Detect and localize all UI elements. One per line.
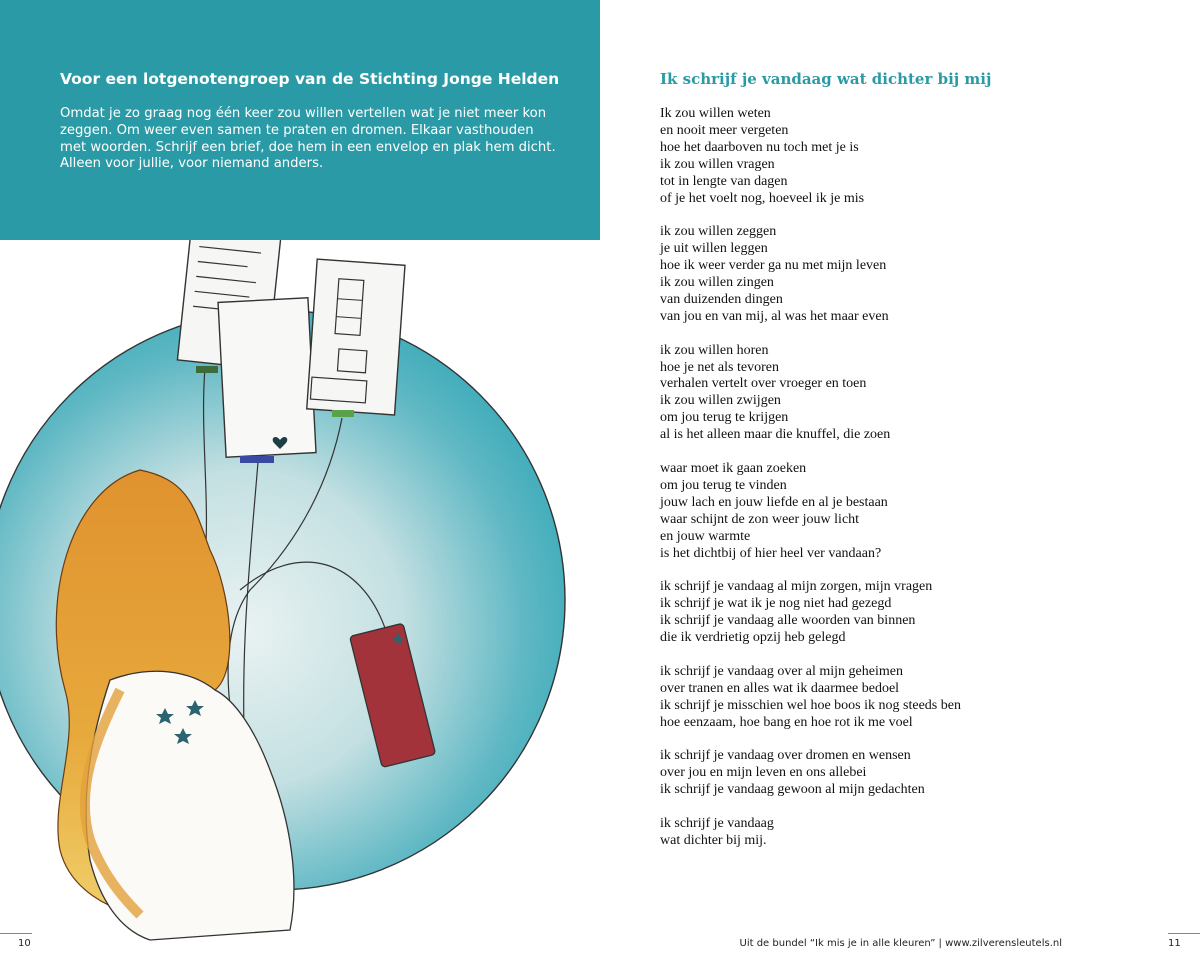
poem-line: ik zou willen zeggen	[660, 224, 777, 240]
poem-line: ik schrijf je vandaag over dromen en wensen	[660, 748, 911, 764]
poem-line: jouw lach en jouw liefde en al je bestaan	[660, 494, 888, 510]
footer-line-left	[0, 933, 32, 934]
poem-line: je uit willen leggen	[660, 241, 768, 257]
poem-line: wat dichter bij mij.	[660, 832, 767, 848]
poem-line: of je het voelt nog, hoeveel ik je mis	[660, 190, 865, 206]
poem-stanza	[660, 343, 1180, 444]
poem-stanza	[660, 224, 1180, 325]
poem-line: ik schrijf je vandaag al mijn zorgen, mijn vragen	[660, 579, 933, 595]
poem-line: verhalen vertelt over vroeger en toen	[660, 376, 867, 392]
intro-title: Voor een lotgenotengroep van de Stichting Jonge Helden	[60, 70, 560, 88]
poem-line: van duizenden dingen	[660, 291, 783, 307]
poem-line: ik schrijf je vandaag over al mijn geheimen	[660, 663, 903, 679]
poem-stanza	[660, 748, 1180, 799]
poem-line: die ik verdrietig opzij heb gelegd	[660, 630, 846, 646]
poem-line: ik schrijf je wat ik je nog niet had gezegd	[660, 596, 892, 612]
poem-line: om jou terug te vinden	[660, 477, 787, 493]
poem-line: ik schrijf je vandaag	[660, 815, 774, 831]
poem-line: en nooit meer vergeten	[660, 122, 789, 138]
poem-line: over jou en mijn leven en ons allebei	[660, 765, 867, 781]
poem-line: al is het alleen maar die knuffel, die zoen	[660, 427, 891, 443]
poem-stanza	[660, 461, 1180, 562]
form-letter-icon	[307, 259, 405, 415]
poem-title: Ik schrijf je vandaag wat dichter bij mij	[660, 70, 992, 88]
poem-line: waar schijnt de zon weer jouw licht	[660, 511, 860, 527]
poem-line: hoe het daarboven nu toch met je is	[660, 139, 859, 155]
poem-stanza	[660, 664, 1180, 732]
poem-line: ik schrijf je misschien wel hoe boos ik nog steeds ben	[660, 697, 961, 713]
poem-line: tot in lengte van dagen	[660, 173, 788, 189]
page-number-left: 10	[18, 938, 31, 949]
poem-line: om jou terug te krijgen	[660, 410, 789, 426]
poem-line: is het dichtbij of hier heel ver vandaan?	[660, 545, 882, 561]
poem-line: hoe eenzaam, hoe bang en hoe rot ik me voel	[660, 714, 913, 730]
heart-letter-icon	[218, 298, 316, 457]
poem-line: en jouw warmte	[660, 528, 751, 544]
page-number-right: 11	[1168, 938, 1181, 949]
poem-line: van jou en van mij, al was het maar even	[660, 308, 889, 324]
credit-line: Uit de bundel “Ik mis je in alle kleuren” | www.zilverensleutels.nl	[739, 938, 1062, 949]
poem-line: over tranen en alles wat ik daarmee bedoel	[660, 680, 900, 696]
poem-line: ik zou willen zingen	[660, 275, 774, 291]
poem-line: Ik zou willen weten	[660, 106, 771, 121]
poem	[660, 106, 1180, 867]
footer-line-right	[1168, 933, 1200, 934]
poem-stanza	[660, 816, 1180, 850]
poem-line: hoe je net als tevoren	[660, 359, 779, 375]
poem-line: ik zou willen zwijgen	[660, 393, 781, 409]
poem-line: ik schrijf je vandaag alle woorden van binnen	[660, 613, 916, 629]
poem-stanza	[660, 106, 1180, 207]
poem-line: ik zou willen vragen	[660, 156, 775, 172]
poem-line: waar moet ik gaan zoeken	[660, 460, 807, 476]
right-page	[600, 0, 1200, 965]
poem-line: ik schrijf je vandaag gewoon al mijn gedachten	[660, 782, 925, 798]
poem-line: ik zou willen horen	[660, 342, 769, 358]
poem-line: hoe ik weer verder ga nu met mijn leven	[660, 258, 887, 274]
intro-text: Omdat je zo graag nog één keer zou willen vertellen wat je niet meer kon zeggen. Om weer even samen te praten en dromen. Elkaar vasthouden met woorden. Schrijf een brief, doe hem in een envelop en plak hem dicht. Alleen voor jullie, voor niemand anders.	[60, 106, 556, 172]
poem-stanza	[660, 579, 1180, 647]
